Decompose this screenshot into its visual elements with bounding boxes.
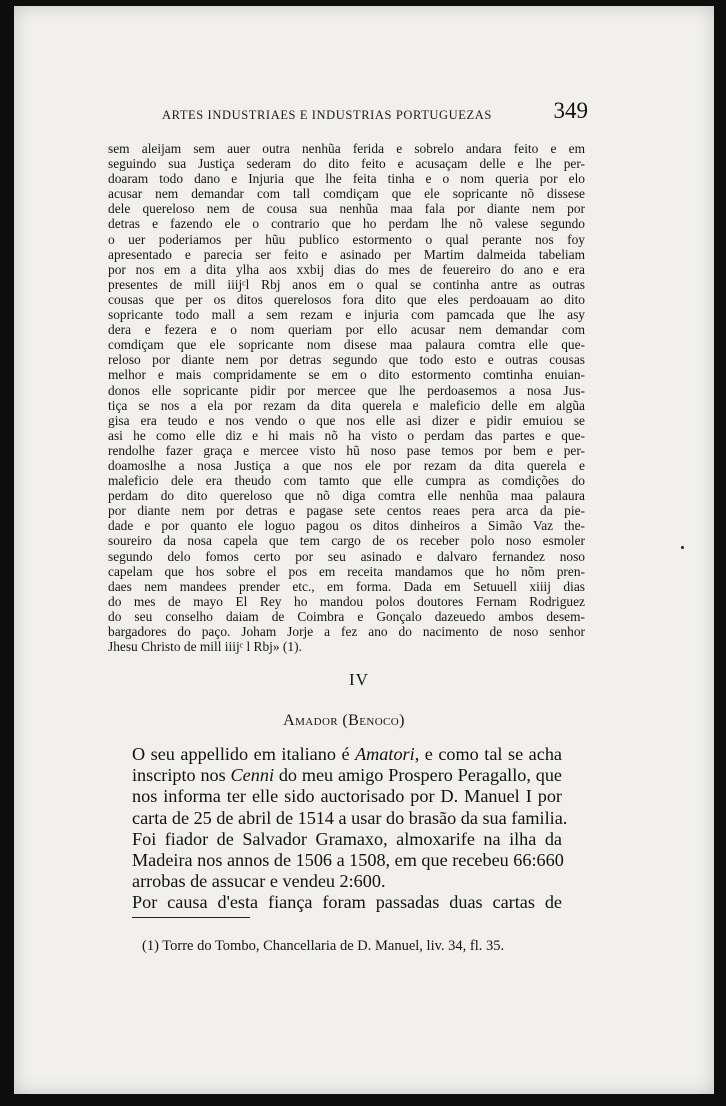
text-line: detras e fazendo ele o contrario que ho perdam lhe nõ valese segundo <box>108 216 585 232</box>
main-paragraphs <box>132 744 568 914</box>
text-line: bargadores do paço. Joham Jorje a fez ano do nacimento de noso senhor <box>108 624 585 639</box>
text-line: Jhesu Christo de mill iiijᶜ l Rbj» (1). <box>108 639 302 655</box>
text-line: o uer poderiamos per hũu publico estormento o qual perante nos foy <box>108 231 585 247</box>
text-line: seguindo sua Justiça sederam do dito feito e acusaçam delle e lhe per- <box>108 156 585 172</box>
page-header <box>162 98 592 126</box>
paragraph-line: O seu appellido em italiano é Amatori, e como tal se acha <box>132 744 562 764</box>
text-line: por nos em a dita ylha aos xxbij dias do mes de feuereiro do ano e era <box>108 261 585 277</box>
text-line: soureiro da nosa capela que tem cargo de os receber polo noso esmoler <box>108 533 585 549</box>
text-line: do seu conselho daiam de Coimbra e Gonçalo dazeuedo ambos desem- <box>108 608 585 624</box>
text-line: reloso por diante nem por detras segundo que todo esto e outras cousas <box>108 352 585 368</box>
paragraph-line: Por causa d'esta fiança foram passadas duas cartas de <box>132 892 562 913</box>
text-line: do mes de mayo El Rey ho mandou polos doutores Fernam Rodriguez <box>108 593 585 609</box>
text-line: rendolhe fazer graça e mercee visto hũ noso pase temos por bem e per- <box>108 442 585 458</box>
text-line: doamoslhe a nosa Justiça a que nos ele por rezam da dita querela e <box>108 457 585 473</box>
text-line: segundo delo fomos certo por seu asinado e dalvaro fernandez noso <box>108 548 585 564</box>
text-line: sem aleijam sem auer outra nenhũa ferida e sobrelo andara feito e em <box>108 141 585 156</box>
text-line: gisa era teudo e nos vendo o que nos elle asi dizer e pidir emuiou se <box>108 412 585 428</box>
paragraph-line: nos informa ter elle sido auctorisado por D. Manuel I por <box>132 786 562 807</box>
document-quotation <box>108 141 585 654</box>
page-number: 349 <box>553 98 588 123</box>
text-line: donos elle sopricante pidir por mercee que lhe perdoasemos a nosa Jus- <box>108 382 585 398</box>
section-number: IV <box>349 670 369 689</box>
footnote-divider <box>132 917 250 918</box>
text-line: daes nem mandees prender etc., em forma. Dada em Setuuell xiiij dias <box>108 578 585 594</box>
footnote: (1) Torre do Tombo, Chancellaria de D. Manuel, liv. 34, fl. 35. <box>142 938 505 954</box>
text-line: capelam que hos sobre el pos em receita mandamos que ho nõm pren- <box>108 563 585 579</box>
paragraph-line: arrobas de assucar e vendeu 2:600. <box>132 871 386 892</box>
scan-speck <box>681 546 684 549</box>
text-line: sopricante todo mall a sem rezam e injuria com pamcada que lhe asy <box>108 307 585 323</box>
text-line: apresentado e parecia ser feito e asinado per Martim dalmeida tabeliam <box>108 246 585 262</box>
text-line: tiça se nos a ela por rezam da dita querela e maleficio delle em algũa <box>108 397 585 413</box>
text-line: por diante nem por detras e pagase sete centos reaes pera arca da pie- <box>108 503 585 519</box>
text-line: dade e por quanto ele loguo pagou os ditos dinheiros a Simão Vaz the- <box>108 518 585 534</box>
text-line: dera e fezera e o nom queriam por ello acusar nem demandar com <box>108 322 585 338</box>
text-line: maleficio dele era theudo com tamto que elle cumpra as comdições do <box>108 473 585 489</box>
text-line: presentes de mill iiijᶜl Rbj anos em o qual se continha antre as outras <box>108 276 585 292</box>
section-title: Amador (Benoco) <box>283 712 405 729</box>
italic-title: Cenni <box>230 765 274 786</box>
paragraph-line: Madeira nos annos de 1506 a 1508, em que recebeu 66:660 <box>132 849 564 870</box>
text-line: melhor e mais compridamente se em o dito estormento comtinha enuian- <box>108 367 585 383</box>
paragraph-line: Foi fiador de Salvador Gramaxo, almoxarife na ilha da <box>132 828 562 849</box>
text-line: asi he como elle diz e hi mais nõ ha visto o perdam das partes e que- <box>108 427 585 443</box>
text-line: doaram todo dano e Injuria que lhe feita tinha e o nom queria por elo <box>108 171 585 187</box>
text-line: acusar nem demandar com tall comdiçam que ele sopricante nõ dissese <box>108 186 585 202</box>
text-line: perdam do dito quereloso que nõ diga comtra elle nenhũa maa palaura <box>108 488 585 504</box>
text-line: cousas que per os ditos querelosos fora dito que eles perdoauam ao dito <box>108 291 585 307</box>
running-head: ARTES INDUSTRIAES E INDUSTRIAS PORTUGUEZAS <box>162 108 492 122</box>
text-line: comdiçam que ele sopricante nom disese maa palaura comtra elle que- <box>108 337 585 353</box>
book-page <box>14 6 714 1094</box>
text-line: dele quereloso nem de cousa sua nenhũa maa fala por diante nem por <box>108 201 585 217</box>
italic-title: Amatori <box>355 744 415 764</box>
paragraph-line: inscripto nos Cenni do meu amigo Prospero Peragallo, que <box>132 765 562 786</box>
paragraph-line: carta de 25 de abril de 1514 a usar do brasão da sua familia. <box>132 807 568 828</box>
